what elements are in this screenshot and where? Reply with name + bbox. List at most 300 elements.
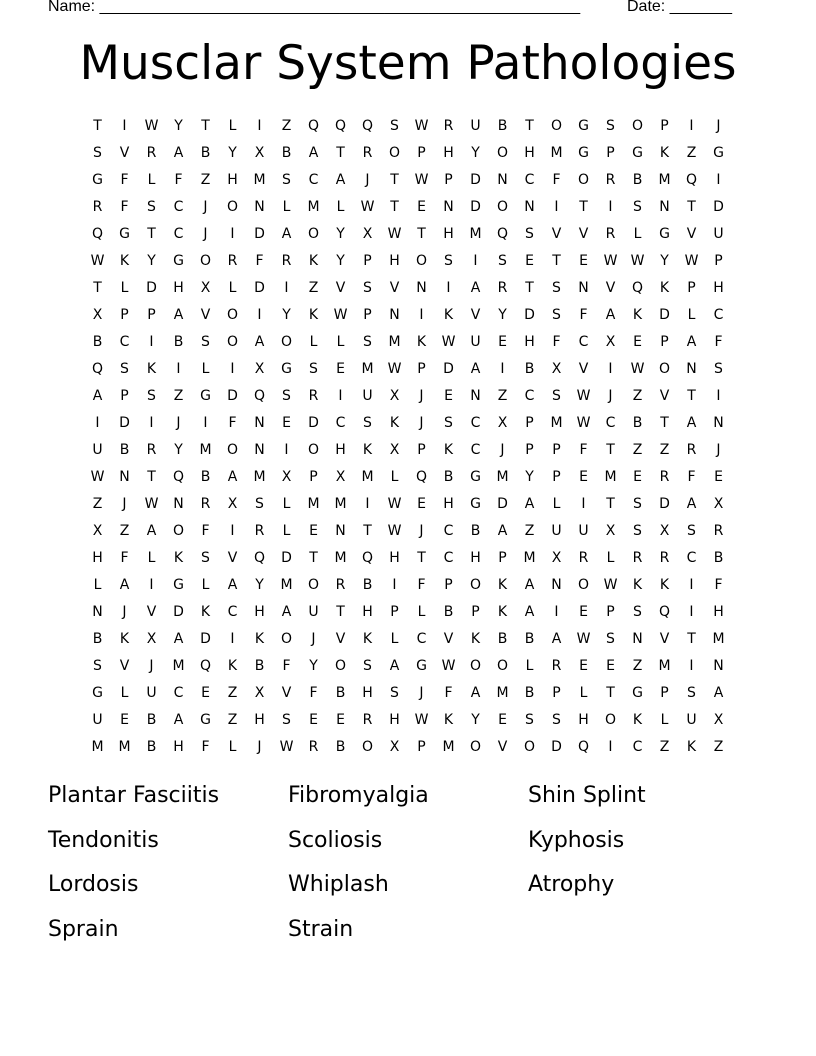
grid-letter: H — [578, 711, 589, 728]
grid-letter: I — [149, 576, 154, 593]
grid-letter: D — [659, 495, 670, 512]
grid-letter: M — [361, 468, 374, 485]
grid-letter: N — [551, 576, 562, 593]
grid-letter: H — [362, 684, 373, 701]
grid-letter: F — [201, 522, 210, 539]
grid-letter: Q — [361, 117, 374, 134]
grid-letter: W — [630, 360, 645, 377]
grid-letter: E — [525, 252, 534, 269]
grid-letter: B — [524, 630, 535, 647]
grid-letter: Z — [659, 441, 670, 458]
grid-letter: K — [497, 576, 508, 593]
grid-letter: F — [120, 171, 129, 188]
grid-letter: J — [419, 414, 424, 431]
grid-letter: L — [579, 684, 588, 701]
grid-letter: A — [227, 576, 238, 593]
grid-letter: N — [470, 387, 481, 404]
grid-letter: E — [498, 711, 507, 728]
grid-letter: Q — [658, 603, 671, 620]
grid-letter: O — [469, 657, 482, 674]
grid-letter: B — [281, 144, 292, 161]
grid-letter: T — [687, 630, 696, 647]
grid-letter: V — [578, 225, 589, 242]
grid-letter: X — [389, 738, 400, 755]
grid-letter: G — [470, 468, 481, 485]
grid-letter: S — [633, 603, 642, 620]
grid-letter: V — [119, 144, 130, 161]
grid-letter: R — [308, 738, 319, 755]
grid-letter: R — [605, 225, 616, 242]
grid-letter: K — [686, 738, 697, 755]
grid-letter: D — [254, 279, 265, 296]
grid-letter: F — [687, 468, 696, 485]
grid-letter: I — [176, 360, 181, 377]
grid-letter: M — [550, 414, 563, 431]
grid-letter: Y — [498, 306, 507, 323]
grid-letter: W — [90, 252, 105, 269]
grid-letter: P — [687, 279, 696, 296]
grid-letter: Z — [659, 738, 670, 755]
grid-letter: K — [389, 414, 400, 431]
grid-letter: W — [279, 738, 294, 755]
grid-letter: H — [227, 171, 238, 188]
grid-letter: D — [119, 414, 130, 431]
grid-letter: C — [173, 198, 184, 215]
grid-letter: G — [200, 387, 211, 404]
grid-letter: P — [660, 684, 669, 701]
grid-letter: B — [443, 468, 454, 485]
grid-letter: N — [416, 279, 427, 296]
grid-letter: V — [335, 279, 346, 296]
grid-letter: O — [361, 738, 374, 755]
grid-letter: R — [254, 522, 265, 539]
grid-letter: Z — [686, 144, 697, 161]
grid-letter: A — [173, 306, 184, 323]
grid-letter: I — [581, 495, 586, 512]
grid-letter: K — [659, 144, 670, 161]
grid-letter: N — [686, 360, 697, 377]
grid-letter: C — [713, 306, 724, 323]
grid-letter: Y — [309, 657, 318, 674]
grid-letter: I — [230, 630, 235, 647]
grid-letter: E — [201, 684, 210, 701]
grid-letter: C — [686, 549, 697, 566]
word-list-item: Whiplash — [288, 872, 389, 897]
grid-letter: D — [713, 198, 724, 215]
grid-letter: O — [280, 630, 293, 647]
grid-letter: U — [362, 387, 373, 404]
grid-letter: T — [606, 495, 615, 512]
grid-letter: F — [201, 738, 210, 755]
grid-letter: R — [659, 468, 670, 485]
grid-letter: K — [632, 306, 643, 323]
grid-letter: Z — [497, 387, 508, 404]
grid-letter: Q — [91, 360, 104, 377]
grid-letter: N — [389, 306, 400, 323]
grid-letter: E — [498, 333, 507, 350]
grid-letter: O — [199, 252, 212, 269]
grid-letter: M — [604, 468, 617, 485]
grid-letter: A — [281, 603, 292, 620]
grid-letter: A — [524, 495, 535, 512]
grid-letter: R — [578, 549, 589, 566]
grid-letter: X — [605, 522, 616, 539]
grid-letter: B — [497, 117, 508, 134]
grid-letter: K — [497, 603, 508, 620]
grid-letter: R — [686, 441, 697, 458]
grid-letter: C — [443, 549, 454, 566]
grid-letter: O — [334, 657, 347, 674]
grid-letter: S — [606, 630, 615, 647]
grid-letter: E — [579, 468, 588, 485]
grid-letter: G — [578, 117, 589, 134]
grid-letter: K — [308, 252, 319, 269]
grid-letter: S — [363, 279, 372, 296]
grid-letter: O — [577, 576, 590, 593]
grid-letter: Y — [174, 117, 183, 134]
grid-letter: Q — [91, 225, 104, 242]
grid-letter: G — [173, 252, 184, 269]
grid-letter: W — [630, 252, 645, 269]
word-list-item: Strain — [288, 916, 354, 942]
grid-letter: O — [604, 711, 617, 728]
grid-letter: A — [686, 414, 697, 431]
grid-letter: S — [552, 306, 561, 323]
grid-letter: O — [226, 333, 239, 350]
grid-letter: H — [92, 549, 103, 566]
grid-letter: P — [606, 144, 615, 161]
grid-letter: J — [419, 684, 424, 701]
grid-letter: M — [469, 225, 482, 242]
grid-letter: S — [363, 657, 372, 674]
grid-letter: T — [606, 684, 615, 701]
grid-letter: C — [173, 684, 184, 701]
grid-letter: H — [389, 711, 400, 728]
grid-letter: L — [633, 225, 642, 242]
grid-letter: V — [605, 279, 616, 296]
grid-letter: J — [419, 387, 424, 404]
grid-letter: R — [362, 144, 373, 161]
grid-letter: W — [360, 198, 375, 215]
word-list-item: Plantar Fasciitis — [48, 783, 220, 808]
date-field-label: Date: _______ — [627, 0, 732, 15]
grid-letter: O — [550, 117, 563, 134]
grid-letter: W — [684, 252, 699, 269]
grid-letter: P — [660, 117, 669, 134]
grid-letter: V — [659, 630, 670, 647]
grid-letter: T — [363, 522, 372, 539]
grid-letter: N — [713, 657, 724, 674]
grid-letter: A — [173, 711, 184, 728]
grid-letter: P — [660, 333, 669, 350]
grid-letter: L — [120, 684, 129, 701]
grid-letter: J — [365, 171, 370, 188]
grid-letter: W — [576, 630, 591, 647]
grid-letter: K — [470, 630, 481, 647]
grid-letter: P — [363, 306, 372, 323]
grid-letter: S — [552, 387, 561, 404]
grid-letter: H — [254, 711, 265, 728]
grid-letter: C — [173, 225, 184, 242]
grid-letter: E — [714, 468, 723, 485]
grid-letter: A — [173, 630, 184, 647]
grid-letter: E — [579, 603, 588, 620]
grid-letter: T — [525, 279, 534, 296]
grid-letter: H — [254, 603, 265, 620]
grid-letter: F — [120, 549, 129, 566]
grid-letter: U — [470, 333, 481, 350]
grid-letter: T — [309, 549, 318, 566]
grid-letter: S — [201, 549, 210, 566]
grid-letter: F — [120, 198, 129, 215]
grid-letter: F — [579, 306, 588, 323]
grid-letter: A — [254, 333, 265, 350]
grid-letter: I — [338, 387, 343, 404]
grid-letter: K — [443, 441, 454, 458]
grid-letter: E — [336, 711, 345, 728]
word-list-item: Atrophy — [528, 872, 615, 897]
grid-letter: I — [230, 522, 235, 539]
grid-letter: S — [633, 495, 642, 512]
grid-letter: L — [147, 171, 156, 188]
grid-letter: K — [119, 630, 130, 647]
grid-letter: O — [496, 198, 509, 215]
grid-letter: A — [470, 360, 481, 377]
grid-letter: W — [333, 306, 348, 323]
grid-letter: X — [659, 522, 670, 539]
grid-letter: B — [632, 171, 643, 188]
grid-letter: M — [658, 171, 671, 188]
grid-letter: Z — [200, 171, 211, 188]
grid-letter: N — [254, 198, 265, 215]
word-list-item: Sprain — [48, 916, 119, 942]
grid-letter: X — [281, 468, 292, 485]
grid-letter: F — [552, 333, 561, 350]
grid-letter: X — [713, 495, 724, 512]
grid-letter: Q — [172, 468, 185, 485]
grid-letter: I — [716, 387, 721, 404]
grid-letter: P — [417, 360, 426, 377]
grid-letter: X — [389, 441, 400, 458]
grid-letter: F — [444, 684, 453, 701]
grid-letter: R — [146, 144, 157, 161]
grid-letter: Z — [713, 738, 724, 755]
grid-letter: B — [146, 738, 157, 755]
grid-letter: D — [146, 279, 157, 296]
grid-letter: V — [200, 306, 211, 323]
grid-letter: E — [309, 711, 318, 728]
grid-letter: G — [416, 657, 427, 674]
grid-letter: H — [713, 279, 724, 296]
grid-letter: R — [659, 549, 670, 566]
grid-letter: R — [200, 495, 211, 512]
grid-letter: G — [92, 684, 103, 701]
grid-letter: H — [713, 603, 724, 620]
grid-letter: P — [714, 252, 723, 269]
grid-letter: F — [255, 252, 264, 269]
grid-letter: S — [282, 387, 291, 404]
grid-letter: W — [387, 360, 402, 377]
grid-letter: L — [201, 360, 210, 377]
grid-letter: R — [497, 279, 508, 296]
grid-letter: T — [201, 117, 210, 134]
grid-letter: L — [282, 522, 291, 539]
grid-letter: L — [336, 198, 345, 215]
grid-letter: C — [416, 630, 427, 647]
grid-letter: B — [497, 630, 508, 647]
grid-letter: K — [443, 306, 454, 323]
grid-letter: I — [689, 576, 694, 593]
grid-letter: S — [147, 387, 156, 404]
word-list-item: Fibromyalgia — [288, 783, 429, 808]
grid-letter: M — [253, 468, 266, 485]
grid-letter: E — [417, 495, 426, 512]
grid-letter: S — [498, 252, 507, 269]
grid-letter: B — [443, 603, 454, 620]
grid-letter: B — [470, 522, 481, 539]
word-list-item: Kyphosis — [528, 827, 625, 853]
grid-letter: I — [365, 495, 370, 512]
grid-letter: B — [335, 738, 346, 755]
grid-letter: O — [388, 144, 401, 161]
grid-letter: S — [525, 711, 534, 728]
grid-letter: L — [228, 738, 237, 755]
grid-letter: G — [173, 576, 184, 593]
grid-letter: S — [93, 657, 102, 674]
grid-letter: Q — [415, 468, 428, 485]
grid-letter: S — [390, 117, 399, 134]
grid-letter: G — [200, 711, 211, 728]
grid-letter: F — [309, 684, 318, 701]
grid-letter: A — [92, 387, 103, 404]
grid-letter: I — [608, 360, 613, 377]
grid-letter: F — [228, 414, 237, 431]
grid-letter: A — [389, 657, 400, 674]
grid-letter: B — [92, 333, 103, 350]
grid-letter: S — [309, 360, 318, 377]
grid-letter: U — [146, 684, 157, 701]
grid-letter: Y — [147, 252, 156, 269]
grid-letter: S — [552, 279, 561, 296]
grid-letter: F — [579, 441, 588, 458]
grid-letter: V — [497, 738, 508, 755]
grid-letter: E — [606, 657, 615, 674]
grid-letter: Y — [660, 252, 669, 269]
grid-letter: O — [307, 441, 320, 458]
grid-letter: E — [633, 468, 642, 485]
grid-letter: B — [119, 441, 130, 458]
grid-letter: D — [497, 495, 508, 512]
grid-letter: L — [525, 657, 534, 674]
grid-letter: V — [389, 279, 400, 296]
grid-letter: C — [470, 441, 481, 458]
grid-letter: J — [203, 225, 208, 242]
grid-letter: X — [146, 630, 157, 647]
grid-letter: L — [120, 279, 129, 296]
grid-letter: A — [281, 225, 292, 242]
grid-letter: H — [524, 333, 535, 350]
grid-letter: B — [713, 549, 724, 566]
grid-letter: E — [417, 198, 426, 215]
grid-letter: W — [90, 468, 105, 485]
grid-letter: R — [92, 198, 103, 215]
grid-letter: N — [254, 414, 265, 431]
grid-letter: U — [470, 117, 481, 134]
grid-letter: K — [659, 576, 670, 593]
grid-letter: U — [686, 711, 697, 728]
grid-letter: R — [308, 387, 319, 404]
grid-letter: R — [227, 252, 238, 269]
grid-letter: T — [417, 549, 426, 566]
grid-letter: Y — [471, 144, 480, 161]
grid-letter: E — [309, 522, 318, 539]
grid-letter: M — [280, 576, 293, 593]
grid-letter: A — [119, 576, 130, 593]
grid-letter: K — [254, 630, 265, 647]
grid-letter: Q — [577, 738, 590, 755]
grid-letter: M — [253, 171, 266, 188]
grid-letter: Z — [632, 387, 643, 404]
grid-letter: V — [119, 657, 130, 674]
grid-letter: I — [608, 198, 613, 215]
grid-letter: D — [254, 225, 265, 242]
grid-letter: R — [443, 117, 454, 134]
grid-letter: H — [443, 144, 454, 161]
grid-letter: S — [525, 225, 534, 242]
grid-letter: M — [496, 684, 509, 701]
grid-letter: H — [173, 738, 184, 755]
grid-letter: I — [230, 360, 235, 377]
grid-letter: O — [226, 441, 239, 458]
grid-letter: N — [578, 279, 589, 296]
grid-letter: U — [578, 522, 589, 539]
grid-letter: H — [389, 252, 400, 269]
grid-letter: A — [470, 684, 481, 701]
grid-letter: N — [92, 603, 103, 620]
grid-letter: T — [336, 603, 345, 620]
grid-letter: W — [387, 495, 402, 512]
grid-letter: T — [147, 468, 156, 485]
grid-letter: R — [335, 576, 346, 593]
grid-letter: O — [658, 360, 671, 377]
grid-letter: M — [334, 549, 347, 566]
grid-letter: Z — [173, 387, 184, 404]
grid-letter: P — [147, 306, 156, 323]
grid-letter: G — [659, 225, 670, 242]
word-list — [48, 774, 768, 952]
grid-letter: T — [606, 441, 615, 458]
grid-letter: V — [659, 387, 670, 404]
grid-letter: I — [257, 306, 262, 323]
grid-letter: S — [633, 522, 642, 539]
grid-letter: K — [362, 630, 373, 647]
grid-letter: C — [470, 414, 481, 431]
grid-letter: I — [716, 171, 721, 188]
grid-letter: A — [146, 522, 157, 539]
grid-letter: K — [443, 711, 454, 728]
grid-letter: A — [173, 144, 184, 161]
grid-letter: Q — [253, 387, 266, 404]
grid-letter: Z — [308, 279, 319, 296]
grid-letter: X — [92, 306, 103, 323]
grid-letter: B — [173, 333, 184, 350]
grid-letter: T — [93, 279, 102, 296]
grid-letter: H — [443, 225, 454, 242]
grid-letter: K — [173, 549, 184, 566]
grid-letter: M — [172, 657, 185, 674]
grid-letter: C — [308, 171, 319, 188]
grid-letter: X — [254, 144, 265, 161]
